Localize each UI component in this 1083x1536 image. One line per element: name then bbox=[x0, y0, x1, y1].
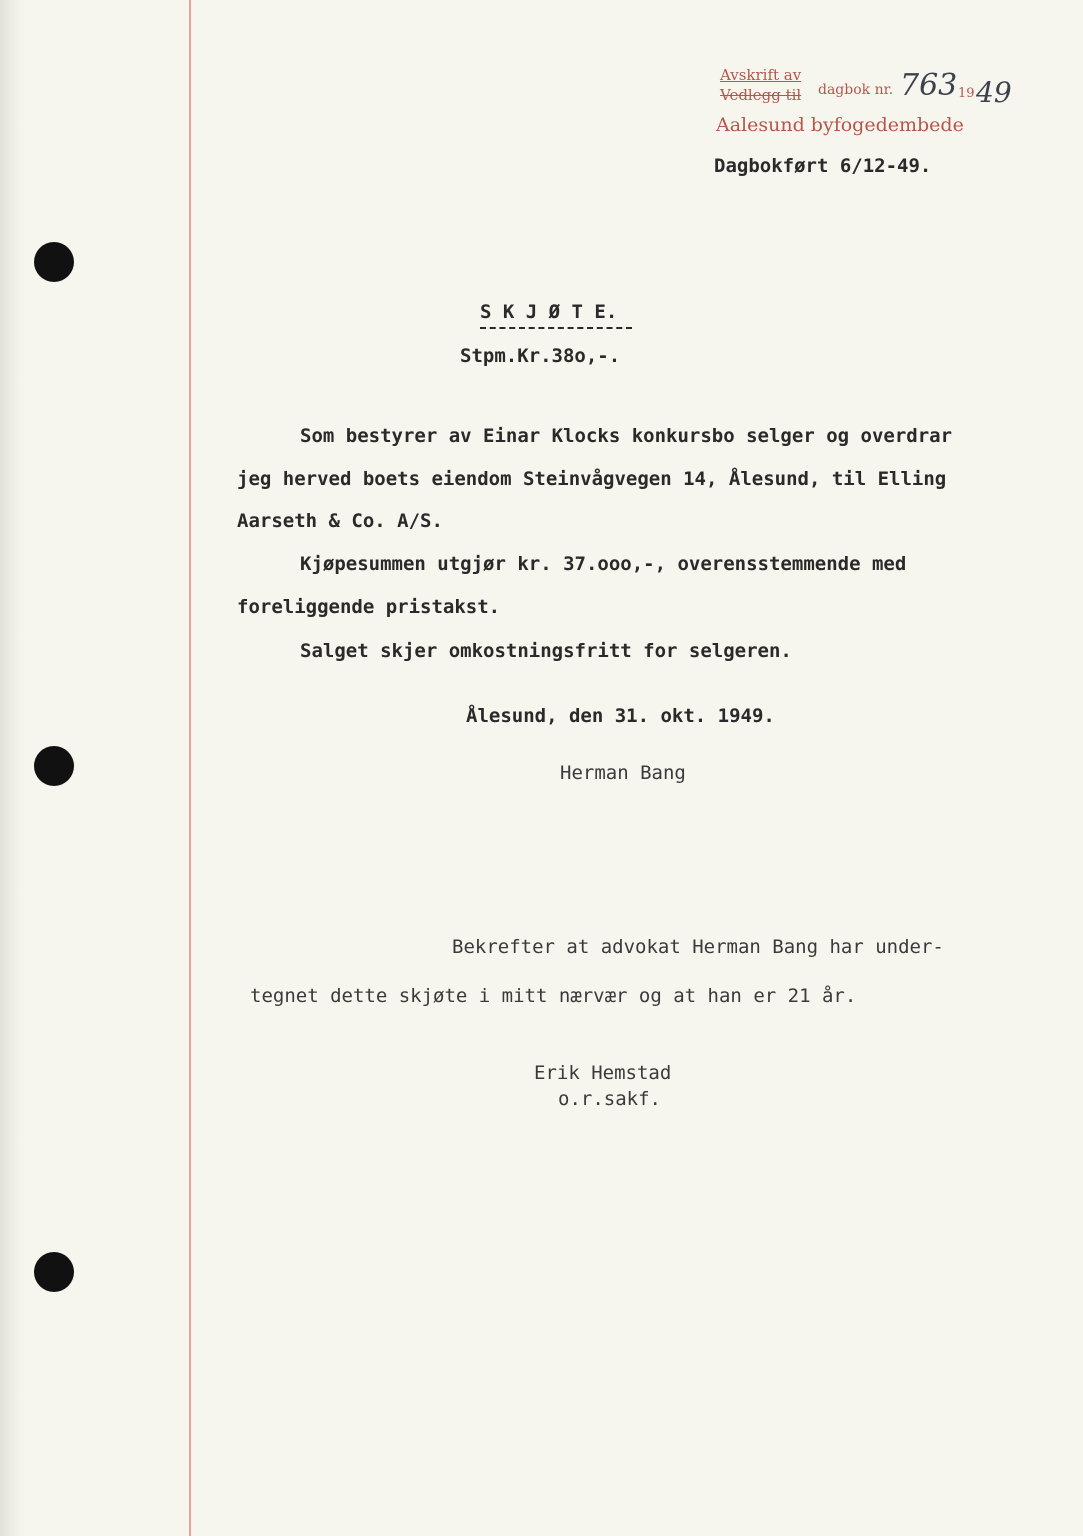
handwritten-dagbok-number: 763 bbox=[900, 68, 958, 103]
body-line-3: Aarseth & Co. A/S. bbox=[237, 510, 443, 532]
signer-2-name: Erik Hemstad bbox=[534, 1062, 672, 1084]
page-edge-shadow bbox=[0, 0, 22, 1536]
body-line-5: foreliggende pristakst. bbox=[237, 596, 501, 618]
stamp-dagbok-nr: dagbok nr. bbox=[818, 82, 894, 98]
body-line-6: Salget skjer omkostningsfritt for selgeren. bbox=[300, 640, 792, 662]
punch-hole-bottom bbox=[34, 1252, 74, 1292]
place-date: Ålesund, den 31. okt. 1949. bbox=[466, 705, 775, 727]
confirmation-line-1: Bekrefter at advokat Herman Bang har under- bbox=[452, 936, 944, 958]
stamp-office: Aalesund byfogedembede bbox=[716, 114, 964, 136]
stamp-avskrift: Avskrift av bbox=[720, 66, 802, 84]
document-title: S K J Ø T E. bbox=[480, 301, 618, 323]
signer-1-name: Herman Bang bbox=[560, 762, 686, 784]
red-margin-line bbox=[189, 0, 191, 1536]
stamp-year-prefix: 19 bbox=[958, 86, 975, 101]
title-underline bbox=[480, 327, 632, 329]
signer-2-title: o.r.sakf. bbox=[558, 1088, 661, 1110]
punch-hole-middle bbox=[34, 746, 74, 786]
body-line-2: jeg herved boets eiendom Steinvågvegen 14, Ålesund, til Elling bbox=[237, 468, 947, 490]
stamp-fee: Stpm.Kr.38o,-. bbox=[460, 345, 621, 367]
handwritten-year: 49 bbox=[976, 76, 1012, 109]
body-line-4: Kjøpesummen utgjør kr. 37.ooo,-, overensstemmende med bbox=[300, 553, 907, 575]
stamp-vedlegg: Vedlegg til bbox=[720, 86, 802, 104]
body-line-1: Som bestyrer av Einar Klocks konkursbo selger og overdrar bbox=[300, 425, 953, 447]
confirmation-line-2: tegnet dette skjøte i mitt nærvær og at han er 21 år. bbox=[250, 985, 857, 1007]
registered-date: Dagbokført 6/12-49. bbox=[714, 155, 932, 177]
punch-hole-top bbox=[34, 242, 74, 282]
